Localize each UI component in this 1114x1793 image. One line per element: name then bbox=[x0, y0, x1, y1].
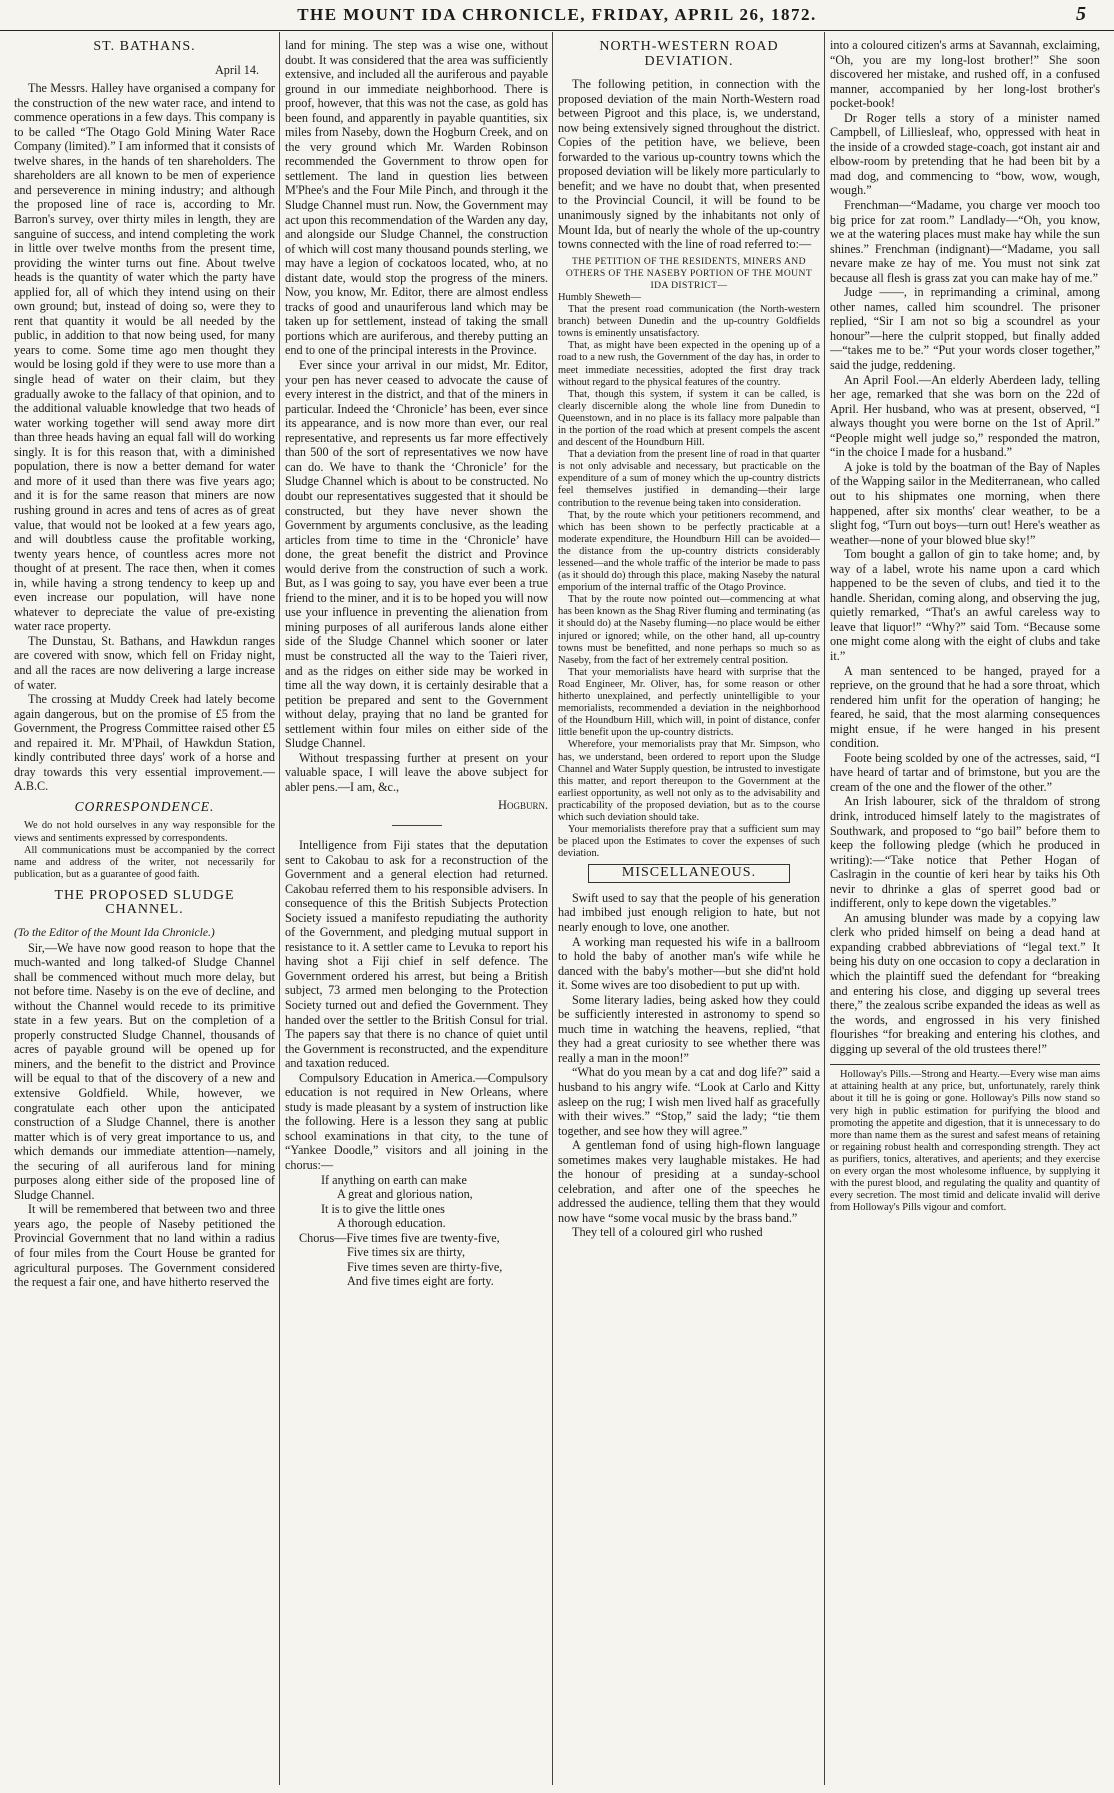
article-paragraph: An Irish labourer, sick of the thraldom of strong drink, introduced himself lately to the magistrates of Southwark, and proposed to “go bail” before them to keep the following pledge (which he produced in writing):—“Take notice that Pether Hogan of Caslragin in the countie of keri hear by taiks his Oth nevir to dhrinke a glas of sperret good bad or indifferent, only to kepe down the vigetables.” bbox=[830, 794, 1100, 911]
section-heading: ST. BATHANS. bbox=[93, 39, 196, 54]
verse-line: Five times seven are thirty-five, bbox=[347, 1259, 503, 1274]
newspaper-title: THE MOUNT IDA CHRONICLE, FRIDAY, APRIL 26, 1872. bbox=[297, 5, 817, 24]
article-paragraph: Compulsory Education in America.—Compulsory education is not required in New Orleans, where study is made pleasant by a system of instruction like the following. Here is a lesson they sang at public school examinations in that city, to the tune of “Yankee Doodle,” visitors and all joining in the chorus:— bbox=[285, 1070, 548, 1173]
editorial-notice: All communications must be accompanied by the correct name and address of the writer, not necessarily for publication, but as a guarantee of good faith. bbox=[14, 844, 275, 880]
petition-clause: That a deviation from the present line of road in that quarter is not only advisable and necessary, but practicable on the expenditure of a sum of money which the up-country districts feel themselves justified in demanding—their large contribution to the revenue being taken into consideration. bbox=[558, 449, 820, 509]
article-paragraph: Swift used to say that the people of his generation had imbibed just enough religion to hate, but not nearly enough to love, one another. bbox=[558, 890, 820, 934]
column-1 bbox=[14, 38, 275, 1785]
article-paragraph: A working man requested his wife in a ballroom to hold the baby of another man's wife while he danced with the baby's mother—but she did'nt hold it. Some wives are too disobedient to put up with. bbox=[558, 934, 820, 993]
petition-clause: Your memorialists therefore pray that a sufficient sum may be placed upon the Estimates to cover the expenses of such deviation. bbox=[558, 824, 820, 860]
verse-line: It is to give the little ones bbox=[321, 1201, 445, 1216]
article-paragraph: Ever since your arrival in our midst, Mr. Editor, your pen has never ceased to advocate the cause of every interest in the district, and that of the miners in particular. Indeed the ‘Chronicle’ has been, ever since its appearance, and is now more than ever, our real representative, and represents us far more effectively than 500 of the sort of representatives we now have can do. We have to thank the ‘Chronicle’ for the Sludge Channel which is about to be constructed. No doubt our representatives suggested that it should be constructed, but they have never shown the Government by arguments conclusive, as the leading articles from time to time in the ‘Chronicle’ have done, the great benefit the district and Province would derive from the construction of such a work. But, as I was going to say, you have ever been a true friend to the miner, and it is to be hoped you will now use your influence in preventing the alienation from mining purposes of all auriferous lands alone either side of the Sludge Channel which sooner or later must be constructed all the way to the Taieri river, and as the ridges on either side may be worked in time all the way down, it is certainly desirable that a petition be prepared and sent to the Government without delay, praying that no land be granted for settlement within four miles on either side of the Sludge Channel. bbox=[285, 358, 548, 751]
article-paragraph: The Messrs. Halley have organised a company for the construction of the new water race, and intend to commence operations in a few days. This company is to be called “The Otago Gold Mining Water Race Company (limited).” I am informed that it consists of twelve shares, in the hands of ten shareholders. The shareholders are all known to be men of experience and perseverence in mining industry; and although the proposed line of race is, according to Mr. Barron's survey, over thirty miles in length, they are sanguine of success, and intend completing the work in little over twelve months from the present time, providing the winter turns out fine. About twelve heads is the quantity of water which the party have applied for, all of which they intend using on their own ground; but, instead of doing so, were they to rent that quantity it would be all needed by the public, in addition to that now being used, for many years to come. Some time ago men thought they would be losing gold if they were to use more than a single head of water on their claim, but they gradually awoke to the fallacy of that opinion, and to the additional valuable knowledge that two heads of water working together will send away more dirt than three heads having an equal fall will do working singly. It is for this reason that, with a diminished population, there is now a better demand for water and more of it used than there was five years ago; and it is for the same reason that miners are now rushing ground in acres and tens of acres as of great value, that would not be looked at a few years ago, and will doubtless cause the profitable working, twenty years hence, of countless acres more not thought of at present. The race then, when it comes in, while having a strong tendency to keep up and even increase our population, will have none whatever to depreciate the value of pre-existing water race property. bbox=[14, 81, 275, 634]
petition-clause: That by the route now pointed out—commencing at what has been known as the Shag River fluming and terminating (as it should do) at the Naseby fluming—no place would be either injured or ignored; while, on the other hand, all up-country towns must be benefitted, and none perhaps so much so as Naseby, from the fact of her extremely central position. bbox=[558, 594, 820, 666]
article-paragraph: Judge ——, in reprimanding a criminal, among other names, called him scoundrel. The prisoner replied, “Sir I am not so big a scoundrel as your honour”—here the culprit stopped, but finally added—“takes me to be.” “Put your words closer together,” said the judge, reddening. bbox=[830, 285, 1100, 373]
article-paragraph: Without trespassing further at present on your valuable space, I will leave the above subject for abler pens.—I am, &c., bbox=[285, 750, 548, 794]
separator-rule bbox=[392, 825, 442, 826]
article-paragraph: Sir,—We have now good reason to hope that the much-wanted and long talked-of Sludge Channel shall be commenced without much more delay, but not before time. Naseby is on the eve of decline, and without the Channel would recede to its primitive state in a few years. But on the completion of a properly constructed Sludge Channel, thousands of acres of payable ground will be opened up for miners, and the benefit to the district and Province will be equal to that of the discovery of a new and extensive Goldfield. While, however, we congratulate each other upon the anticipated construction of a Sludge Channel, there is another matter which is of very great importance to us, and which demands our immediate attention—namely, the securing of all auriferous land for mining purposes along either side of the proposed line of Sludge Channel. bbox=[14, 940, 275, 1202]
section-heading: NORTH-WESTERN ROAD DEVIATION. bbox=[599, 39, 779, 69]
column-4 bbox=[830, 38, 1100, 1785]
petition-clause: Wherefore, your memorialists pray that Mr. Simpson, who has, we understand, been ordered to report upon the Sludge Channel and Water Supply question, be intrusted to investigate this matter, and report thereupon to the Government at the earliest opportunity, as well not only as to the advisability and practicability of the proposed deviation, but as to the course which such deviation should take. bbox=[558, 739, 820, 823]
petition-clause: That, as might have been expected in the opening up of a road to a new rush, the Government of the day has, in order to meet immediate necessities, adopted the first dray track without regard to the physical features of the country. bbox=[558, 340, 820, 388]
column-rule bbox=[552, 32, 553, 1785]
section-heading: THE PROPOSED SLUDGE CHANNEL. bbox=[54, 887, 235, 918]
section-heading: CORRESPONDENCE. bbox=[74, 798, 215, 814]
petition-clause: That the present road communication (the North-western branch) between Dunedin and the up-country Goldfields towns is eminently unsatisfactory. bbox=[558, 304, 820, 340]
article-paragraph: An April Fool.—An elderly Aberdeen lady, telling her age, remarked that she was born on the 22d of April. Her husband, who was at present, observed, “I always thought you were borne on the 1st of April.” “People might well judge so,” responded the matron, “in the choice I made for a husband.” bbox=[830, 372, 1100, 460]
page-number: 5 bbox=[1076, 3, 1086, 25]
dateline: April 14. bbox=[214, 62, 259, 77]
column-rule bbox=[279, 32, 280, 1785]
column-2 bbox=[285, 38, 548, 1785]
verse-line: If anything on earth can make bbox=[321, 1172, 467, 1187]
verse-line: Chorus—Five times five are twenty-five, bbox=[299, 1230, 500, 1245]
article-paragraph: Tom bought a gallon of gin to take home; and, by way of a label, wrote his name upon a card which happened to be the seven of clubs, and tied it to the handle. Sheridan, coming along, and observing the jug, quietly remarked, “That's an awful careless way to leave that liquor!” “Why?” said Tom. “Because some one might come along with the eight of clubs and take it.” bbox=[830, 547, 1100, 663]
article-paragraph: Foote being scolded by one of the actresses, said, “I have heard of tartar and of brimstone, but you are the cream of the one and the flower of the other.” bbox=[830, 750, 1100, 794]
verse-line: Five times six are thirty, bbox=[347, 1245, 466, 1260]
article-paragraph: The Dunstau, St. Bathans, and Hawkdun ranges are covered with snow, which fell on Friday night, and all the races are now delivering a large increase of water. bbox=[14, 633, 275, 692]
article-paragraph: “What do you mean by a cat and dog life?” said a husband to his angry wife. “Look at Carlo and Kitty asleep on the rug; I wish men lived half as gracefully with their wives.” “Stop,” said the lady; “tie them together, and see how they will agree.” bbox=[558, 1065, 820, 1138]
article-paragraph: into a coloured citizen's arms at Savannah, exclaiming, “Oh, you are my long-lost brother!” She soon discovered her mistake, and rushed off, in a confused manner, accompanied by her long-lost brother's pocket-book! bbox=[830, 38, 1100, 111]
editorial-notice: We do not hold ourselves in any way responsible for the views and sentiments expressed by correspondents. bbox=[14, 820, 275, 844]
article-paragraph: An amusing blunder was made by a copying law clerk who prided himself on being a dead hand at expanding crabbed abbreviations of “legal text.” It being his duty on one occasion to copy a declaration in which the plaintiff sued the defendant for “breaking and entering his close, and digging up several trees there,” the zealous scribe expanded the ideas as well as the words, and engrossed in his very finished flourishes “for breaking and entering his clothes, and digging up several of the old trustees there!” bbox=[830, 910, 1100, 1056]
article-paragraph: A gentleman fond of using high-flown language sometimes makes very laughable mistakes. He had the honour of presiding at a sunday-school celebration, and after one of the speeches he addressed the audience, telling them that they would now have “some vocal music by the brass band.” bbox=[558, 1138, 820, 1225]
article-paragraph: It will be remembered that between two and three years ago, the people of Naseby petitioned the Provincial Government that no land within a radius of four miles from the Court House be granted for agricultural purposes. The Government considered the request a fair one, and have hitherto reserved the bbox=[14, 1202, 275, 1290]
article-paragraph: Dr Roger tells a story of a minister named Campbell, of Lilliesleaf, who, oppressed with heat in the inside of a crowded stage-coach, got instant air and elbow-room by pretending that he had been bit by a mad dog, and commencing to “bow, wow, wough, wough.” bbox=[830, 110, 1100, 198]
section-heading: MISCELLANEOUS. bbox=[588, 864, 790, 883]
column-3 bbox=[558, 38, 820, 1785]
petition-clause: That your memorialists have heard with surprise that the Road Engineer, Mr. Oliver, has, for some reason or other hitherto unexplained, and perfectly unintelligible to your memorialists, recommended a deviation in the neighborhood of the Houndburn Hill, which will, in point of distance, confer little benefit upon the up-country districts. bbox=[558, 666, 820, 739]
letter-signature: Hogburn. bbox=[498, 798, 548, 813]
article-paragraph: Some literary ladies, being asked how they could be sufficiently interested in astronomy to spend so much time in watching the heavens, replied, “that they had a great curiosity to see whether there was really a man in the moon!” bbox=[558, 992, 820, 1065]
article-paragraph: land for mining. The step was a wise one, without doubt. It was considered that the area was sufficiently extensive, and included all the auriferous and payable ground in our immediate neighborhood. There is proof, however, that this was not the case, as gold has been found, and apparently in payable quantities, six miles from Naseby, down the Hogburn Creek, and on the very ground which Mr. Warden Robinson recommended the Government to throw open for settlement. The land in question lies between M'Phee's and the Four Mile Pinch, and through it the Sludge Channel must run. Now, the Government may act upon this recommendation of the Warden any day, and alongside our Sludge Channel, the construction of which will cost many thousand pounds sterling, we may have a legion of cockatoos located, who, at no distant date, would stop the progress of the miners. Now, you know, Mr. Editor, there are almost endless tracks of good and unauriferous land which may be taken up for settlement, instead of taking the small portions which are auriferous, and thereby putting an end to one of the principal interests in the Province. bbox=[285, 38, 548, 358]
verse-line: And five times eight are forty. bbox=[347, 1274, 494, 1289]
verse-line: A thorough education. bbox=[337, 1216, 446, 1231]
article-paragraph: They tell of a coloured girl who rushed bbox=[572, 1225, 763, 1240]
column-rule bbox=[824, 32, 825, 1785]
petition-clause: That, by the route which your petitioners recommend, and which has been shown to be perfectly practicable at a moderate expenditure, the Houndburn Hill can be avoided—the distance from the up-country districts considerably lessened—and the whole traffic of the interior be made to pass (as it should do) through this place, making Naseby the natural emporium of the internal traffic of the Otago Province. bbox=[558, 509, 820, 594]
petition-title: THE PETITION OF THE RESIDENTS, MINERS AND OTHERS OF THE NASEBY PORTION OF THE MOUNT IDA DISTRICT— bbox=[565, 255, 813, 291]
article-paragraph: A joke is told by the boatman of the Bay of Naples of the Wapping sailor in the Mediterranean, who called out to his shipmates one morning, when there happened, after six months' clear weather, to be a slight fog, “Turn out boys—turn out! Here's weather as weather—none of your blowed blue sky!” bbox=[830, 459, 1100, 547]
letter-address: (To the Editor of the Mount Ida Chronicle.) bbox=[14, 926, 215, 939]
verse-line: A great and glorious nation, bbox=[337, 1187, 473, 1202]
article-paragraph: Intelligence from Fiji states that the deputation sent to Cakobau to ask for a reconstruction of the Government and a general election had returned. Cakobau referred them to his responsible advisers. In consequence of this the British Subjects Protection Society issued a manifesto repudiating the authority of the Government, and pledging mutual support in resistance to it. A settler came to Levuka to report his having shot a Fiji chief in self defence. The Government ordered his arrest, but being a British subject, 73 armed men belonging to the Protection Society turned out and defied the Government. They handed over the settler to the British Consul for trial. The papers say that there is no chance of quiet until the Government is reconstructed, and the expenditure and taxation reduced. bbox=[285, 837, 548, 1071]
masthead bbox=[0, 0, 1114, 31]
advertisement: Holloway's Pills.—Strong and Hearty.—Every wise man aims at attaining health at any price, but, unfortunately, rarely think about it till he is going or gone. Holloway's Pills now stand so very high in public estimation for purifying the blood and promoting the appetite and digestion, that it is unnecessary to do more than name them as the surest and safest means of retaining or regaining robust health and corresponding strength. They act as purifiers, tonics, alteratives, and aperients; and they exercise on every organ the most wholesome influence, by supplying it with the purest blood, and regulating the quality and quantity of every secretion. The most timid and delicate invalid will derive from Holloway's Pills vigour and comfort. bbox=[830, 1069, 1100, 1214]
petition-opening: Humbly Sheweth— bbox=[558, 291, 641, 303]
article-paragraph: A man sentenced to be hanged, prayed for a reprieve, on the ground that he had a sore throat, which rendered him unfit for the operation of hanging; he feared, he said, that the most alarming consequences might ensue, if he were hanged in his present condition. bbox=[830, 663, 1100, 751]
article-paragraph: The crossing at Muddy Creek had lately become again dangerous, but on the promise of £5 from the Government, the Progress Committee raised other £5 and repaired it. Mr. M'Phail, of Hawkdun Station, kindly contributed three days' work of a horse and dray towards this very essential improvement.—A.B.C. bbox=[14, 692, 275, 794]
petition-clause: That, though this system, if system it can be called, is clearly discernible along the whole line from Dunedin to Queenstown, and in no place is its fallacy more palpable than in the portion of the road which at present compels the ascent and descent of the Houndburn Hill. bbox=[558, 388, 820, 449]
article-paragraph: Frenchman—“Madame, you charge ver mooch too big price for zat room.” Landlady—“Oh, you know, we at the watering places must make hay while the sun shines.” Frenchman (indignant)—“Madame, you sall nevare make ze hay of me. You must not sink zat because all flesh is grass zat you can make hay of me.” bbox=[830, 198, 1100, 285]
article-paragraph: The following petition, in connection with the proposed deviation of the main North-Western road between Pigroot and this place, is, we understand, now being extensively signed throughout the district. Copies of the petition have, we believe, been forwarded to the various up-country towns which the proposed deviation will be likely more particularly to benefit; and we have no doubt that, when presented to the Provincial Council, it will be found to be unanimously signed by the inhabitants not only of Mount Ida, but of nearly the whole of the up-country towns connected with the line of road referred to:— bbox=[558, 77, 820, 252]
